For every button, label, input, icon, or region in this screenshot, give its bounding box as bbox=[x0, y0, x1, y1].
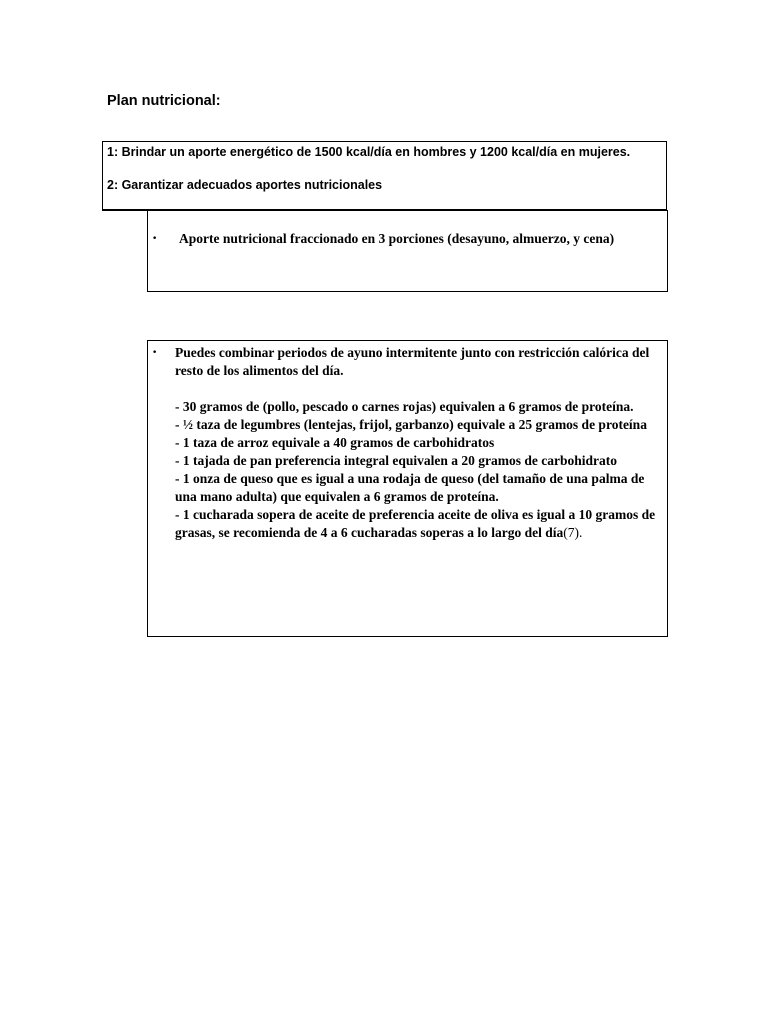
list-item bbox=[175, 506, 659, 542]
portion-text bbox=[175, 230, 627, 248]
fasting-intro-text: Puedes combinar periodos de ayuno intermitente junto con restricción calórica del resto de los alimentos del día. bbox=[175, 345, 650, 378]
objectives-box bbox=[102, 141, 667, 210]
list-item-text: - 1 cucharada sopera de aceite de preferencia aceite de oliva es igual a 10 gramos de grasas, se recomienda de 4 a 6 cucharadas soperas a lo largo del día bbox=[175, 507, 656, 540]
list-item: - 1 taza de arroz equivale a 40 gramos de carbohidratos bbox=[175, 435, 495, 450]
recommendations-box bbox=[147, 340, 668, 637]
list-item: - 1 tajada de pan preferencia integral equivalen a 20 gramos de carbohidrato bbox=[175, 453, 617, 468]
list-item: - ½ taza de legumbres (lentejas, frijol, garbanzo) equivale a 25 gramos de proteína bbox=[175, 417, 647, 432]
bullet-icon: • bbox=[152, 348, 158, 358]
spacer bbox=[107, 160, 662, 177]
document-title: Plan nutricional: bbox=[107, 93, 221, 109]
portion-text-content: Aporte nutricional fraccionado en 3 porciones (desayuno, almuerzo, y cena) bbox=[179, 231, 615, 246]
list-item: - 30 gramos de (pollo, pescado o carnes rojas) equivalen a 6 gramos de proteína. bbox=[175, 399, 634, 414]
list-item: - 1 onza de queso que es igual a una rodaja de queso (del tamaño de una palma de una mano adulta) que equivalen a 6 gramos de proteína. bbox=[175, 471, 645, 504]
citation-reference: (7). bbox=[563, 525, 583, 540]
portion-equivalents-list bbox=[175, 398, 659, 542]
bullet-icon: • bbox=[152, 234, 158, 244]
objective-item-1: 1: Brindar un aporte energético de 1500 kcal/día en hombres y 1200 kcal/día en mujeres. bbox=[107, 145, 631, 159]
portion-box bbox=[147, 210, 668, 292]
objective-item-2: 2: Garantizar adecuados aportes nutricionales bbox=[107, 178, 383, 192]
